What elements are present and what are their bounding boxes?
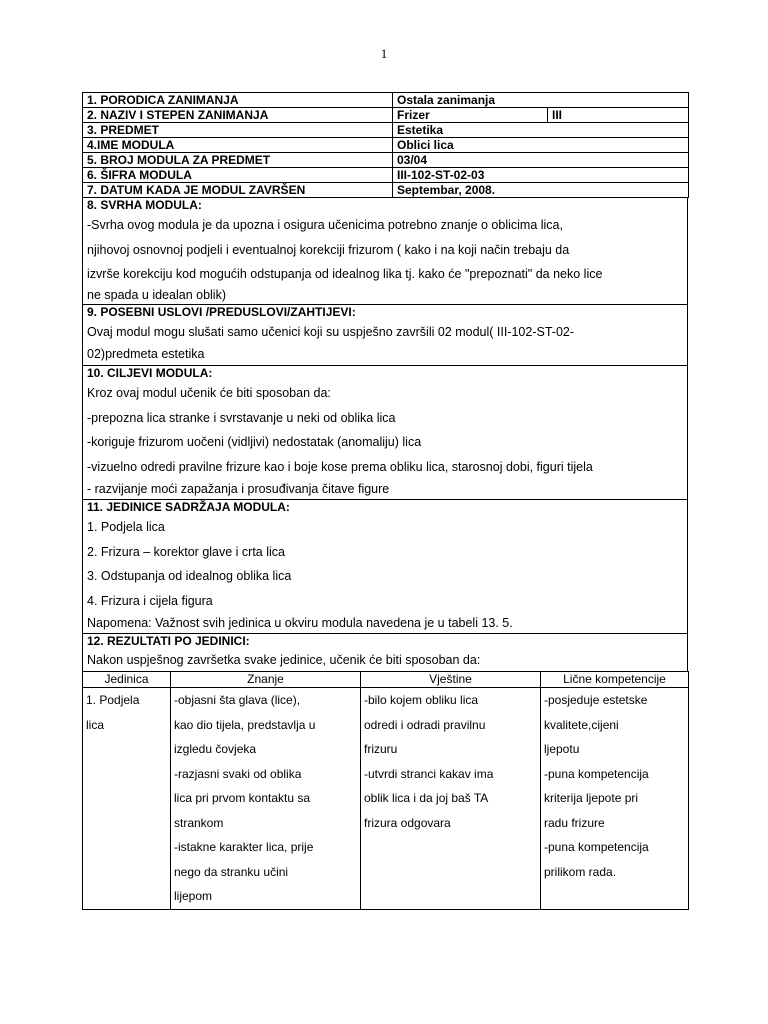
section-goals xyxy=(82,366,688,500)
cell-line: kvalitete,cijeni xyxy=(544,717,619,732)
header-label: 6. ŠIFRA MODULA xyxy=(83,168,393,183)
header-value-level: III xyxy=(548,108,689,123)
cell-line: nego da stranku učini xyxy=(174,864,289,879)
section-title: 12. REZULTATI PO JEDINICI: xyxy=(87,634,250,648)
section-line: -koriguje frizurom uočeni (vidljivi) nedostatak (anomaliju) lica xyxy=(87,435,422,449)
col-header-skills: Vještine xyxy=(361,672,541,688)
cell-line: frizuru xyxy=(364,742,398,756)
section-line: izvrše korekciju kod mogućih odstupanja od idealnog lika tj. kako će "prepoznati" da neko lice xyxy=(87,267,603,281)
section-line: Ovaj modul mogu slušati samo učenici koji su uspješno završili 02 modul( III-102-ST-02- xyxy=(87,324,575,339)
header-value: 03/04 xyxy=(393,153,689,168)
cell-line: kriterija ljepote pri xyxy=(544,791,639,805)
section-line: njihovoj osnovnoj podjeli i eventualnoj korekciji frizurom ( kako i na koji način trebaju da xyxy=(87,242,570,257)
section-line: Kroz ovaj modul učenik će biti sposoban da: xyxy=(87,386,331,400)
header-label: 4.IME MODULA xyxy=(83,138,393,153)
header-row xyxy=(83,138,689,153)
header-row xyxy=(83,123,689,138)
header-row xyxy=(83,93,689,108)
section-line: -prepozna lica stranke i svrstavanje u neki od oblika lica xyxy=(87,410,396,425)
cell-line: radu frizure xyxy=(544,815,605,830)
header-value: Estetika xyxy=(393,123,689,138)
section-line: 2. Frizura – korektor glave i crta lica xyxy=(87,544,285,559)
cell-line: odredi i odradi pravilnu xyxy=(364,717,486,732)
header-value: Frizer xyxy=(393,108,548,123)
header-row xyxy=(83,153,689,168)
section-units xyxy=(82,500,688,634)
cell-line: kao dio tijela, predstavlja u xyxy=(174,717,316,732)
cell-line: -posjeduje estetske xyxy=(544,693,648,707)
cell-unit xyxy=(83,688,171,910)
cell-line: lica pri prvom kontaktu sa xyxy=(174,791,311,805)
cell-line: -istakne karakter lica, prije xyxy=(174,840,314,854)
section-title: 11. JEDINICE SADRŽAJA MODULA: xyxy=(87,500,290,514)
header-label: 7. DATUM KADA JE MODUL ZAVRŠEN xyxy=(83,183,393,198)
results-header-row xyxy=(83,672,689,688)
header-row xyxy=(83,108,689,123)
header-label: 2. NAZIV I STEPEN ZANIMANJA xyxy=(83,108,393,123)
section-purpose xyxy=(82,198,688,305)
cell-skills xyxy=(361,688,541,910)
col-header-unit: Jedinica xyxy=(83,672,171,688)
results-table xyxy=(82,671,689,910)
header-value: Oblici lica xyxy=(393,138,689,153)
section-prerequisites xyxy=(82,305,688,367)
header-value: Septembar, 2008. xyxy=(393,183,689,198)
cell-line: ljepotu xyxy=(544,742,580,756)
header-label: 5. BROJ MODULA ZA PREDMET xyxy=(83,153,393,168)
cell-line: lijepom xyxy=(174,889,213,903)
section-title: 8. SVRHA MODULA: xyxy=(87,198,202,212)
header-table xyxy=(82,92,689,198)
cell-line: 1. Podjela xyxy=(86,693,140,707)
cell-line: izgledu čovjeka xyxy=(174,742,257,756)
header-row xyxy=(83,168,689,183)
header-value: Ostala zanimanja xyxy=(393,93,689,108)
section-line: 02)predmeta estetika xyxy=(87,347,205,361)
section-line: 3. Odstupanja od idealnog oblika lica xyxy=(87,569,292,583)
header-label: 3. PREDMET xyxy=(83,123,393,138)
section-line: Napomena: Važnost svih jedinica u okviru modula navedena je u tabeli 13. 5. xyxy=(87,616,513,630)
cell-line: -utvrdi stranci kakav ima xyxy=(364,766,494,781)
header-value: III-102-ST-02-03 xyxy=(393,168,689,183)
cell-competencies xyxy=(541,688,689,910)
section-line: ne spada u idealan oblik) xyxy=(87,287,226,302)
cell-line: oblik lica i da joj baš TA xyxy=(364,791,489,805)
section-title: 10. CILJEVI MODULA: xyxy=(87,366,213,380)
section-results xyxy=(82,634,688,671)
cell-line: strankom xyxy=(174,815,224,830)
section-line: 4. Frizura i cijela figura xyxy=(87,593,213,608)
col-header-knowledge: Znanje xyxy=(171,672,361,688)
cell-line: -puna kompetencija xyxy=(544,840,649,854)
header-label: 1. PORODICA ZANIMANJA xyxy=(83,93,393,108)
cell-line: prilikom rada. xyxy=(544,864,617,879)
cell-line: lica xyxy=(86,717,105,732)
section-line: 1. Podjela lica xyxy=(87,520,165,534)
col-header-competencies: Lične kompetencije xyxy=(541,672,689,688)
section-line: -vizuelno odredi pravilne frizure kao i boje kose prema obliku lica, starosnoj dobi, figuri tijela xyxy=(87,459,593,474)
cell-line: -razjasni svaki od oblika xyxy=(174,766,302,781)
section-line: -Svrha ovog modula je da upozna i osigura učenicima potrebno znanje o oblicima lica, xyxy=(87,218,563,232)
cell-line: -puna kompetencija xyxy=(544,766,649,781)
cell-line: -objasni šta glava (lice), xyxy=(174,693,301,707)
module-form xyxy=(82,92,688,910)
page-number: 1 xyxy=(380,46,388,61)
header-row xyxy=(83,183,689,198)
table-row xyxy=(83,688,689,910)
section-title: 9. POSEBNI USLOVI /PREDUSLOVI/ZAHTIJEVI: xyxy=(87,304,356,319)
cell-line: -bilo kojem obliku lica xyxy=(364,693,479,707)
section-line: - razvijanje moći zapažanja i prosuđivanja čitave figure xyxy=(87,482,390,496)
section-line: Nakon uspješnog završetka svake jedinice, učenik će biti sposoban da: xyxy=(87,653,481,667)
cell-line: frizura odgovara xyxy=(364,815,451,830)
cell-knowledge xyxy=(171,688,361,910)
